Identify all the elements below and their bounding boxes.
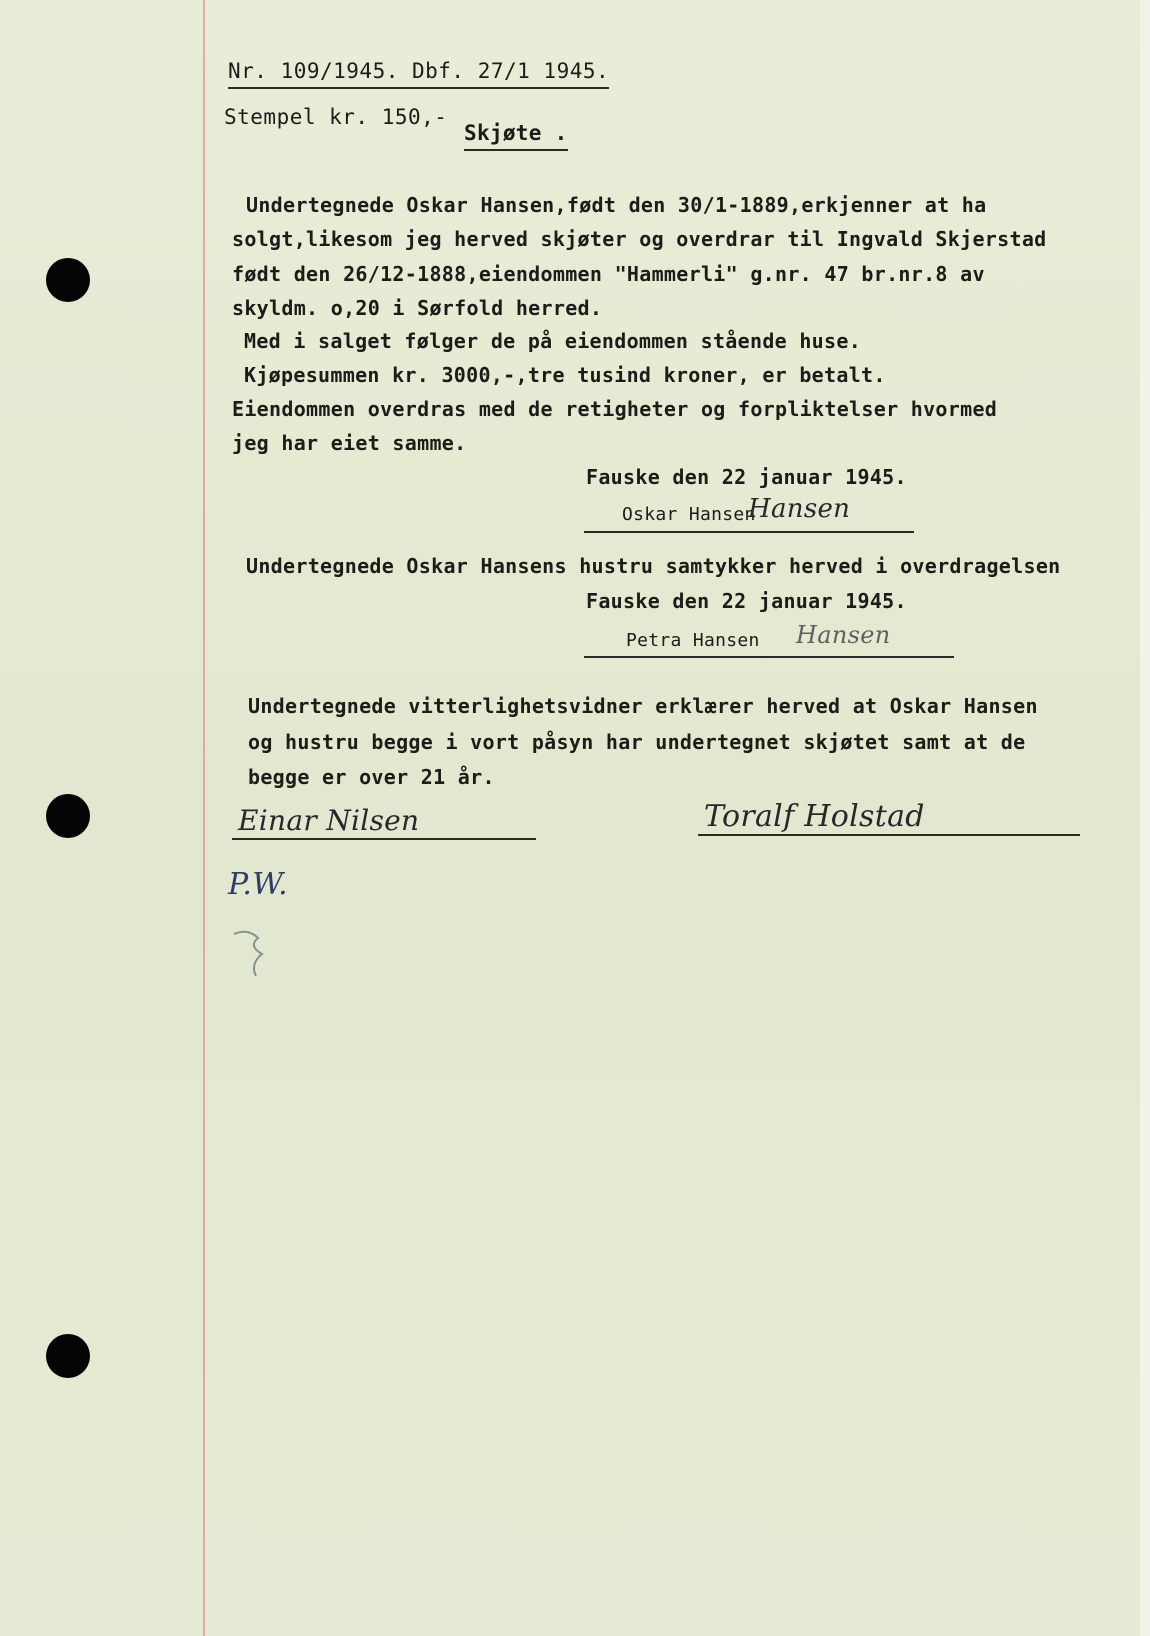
consent-place-date: Fauske den 22 januar 1945. [586, 589, 907, 613]
punch-hole [46, 258, 90, 302]
page-edge [1140, 0, 1150, 1636]
signature-line [698, 834, 1080, 836]
witness-line: og hustru begge i vort påsyn har undertegnet skjøtet samt at de [248, 730, 1026, 754]
deed-line: jeg har eiet samme. [232, 431, 467, 455]
witness-1-signature: Einar Nilsen [238, 804, 420, 837]
consent-signature-typed: Petra Hansen [626, 630, 760, 651]
record-number: Nr. 109/1945. Dbf. 27/1 1945. [228, 58, 609, 89]
deed-line: Kjøpesummen kr. 3000,-,tre tusind kroner, er betalt. [244, 363, 886, 387]
ink-scribble [228, 924, 278, 984]
signature-line [584, 656, 954, 658]
deed-signature-typed: Oskar Hansen [622, 504, 756, 525]
initials-mark: P.W. [228, 867, 288, 902]
deed-line: Undertegnede Oskar Hansen,født den 30/1-1889,erkjenner at ha [246, 193, 987, 217]
signature-line [584, 531, 914, 533]
deed-line: Med i salget følger de på eiendommen stående huse. [244, 329, 862, 353]
deed-line: Eiendommen overdras med de retigheter og forpliktelser hvormed [232, 397, 998, 421]
consent-signature-handwritten: Hansen [796, 621, 891, 649]
witness-line: begge er over 21 år. [248, 765, 495, 789]
document-title: Skjøte . [464, 120, 568, 151]
deed-signature-handwritten: Hansen [748, 494, 851, 524]
deed-place-date: Fauske den 22 januar 1945. [586, 465, 907, 489]
stamp-duty: Stempel kr. 150,- [224, 105, 448, 129]
witness-2-signature: Toralf Holstad [704, 799, 925, 834]
punch-hole [46, 794, 90, 838]
consent-text: Undertegnede Oskar Hansens hustru samtykker herved i overdragelsen [246, 554, 1061, 578]
witness-line: Undertegnede vitterlighetsvidner erklærer herved at Oskar Hansen [248, 694, 1038, 718]
margin-rule [203, 0, 205, 1636]
deed-line: solgt,likesom jeg herved skjøter og overdrar til Ingvald Skjerstad [232, 227, 1047, 251]
punch-hole [46, 1334, 90, 1378]
deed-line: skyldm. o,20 i Sørfold herred. [232, 296, 603, 320]
deed-line: født den 26/12-1888,eiendommen "Hammerli" g.nr. 47 br.nr.8 av [232, 262, 985, 286]
signature-line [232, 838, 536, 840]
